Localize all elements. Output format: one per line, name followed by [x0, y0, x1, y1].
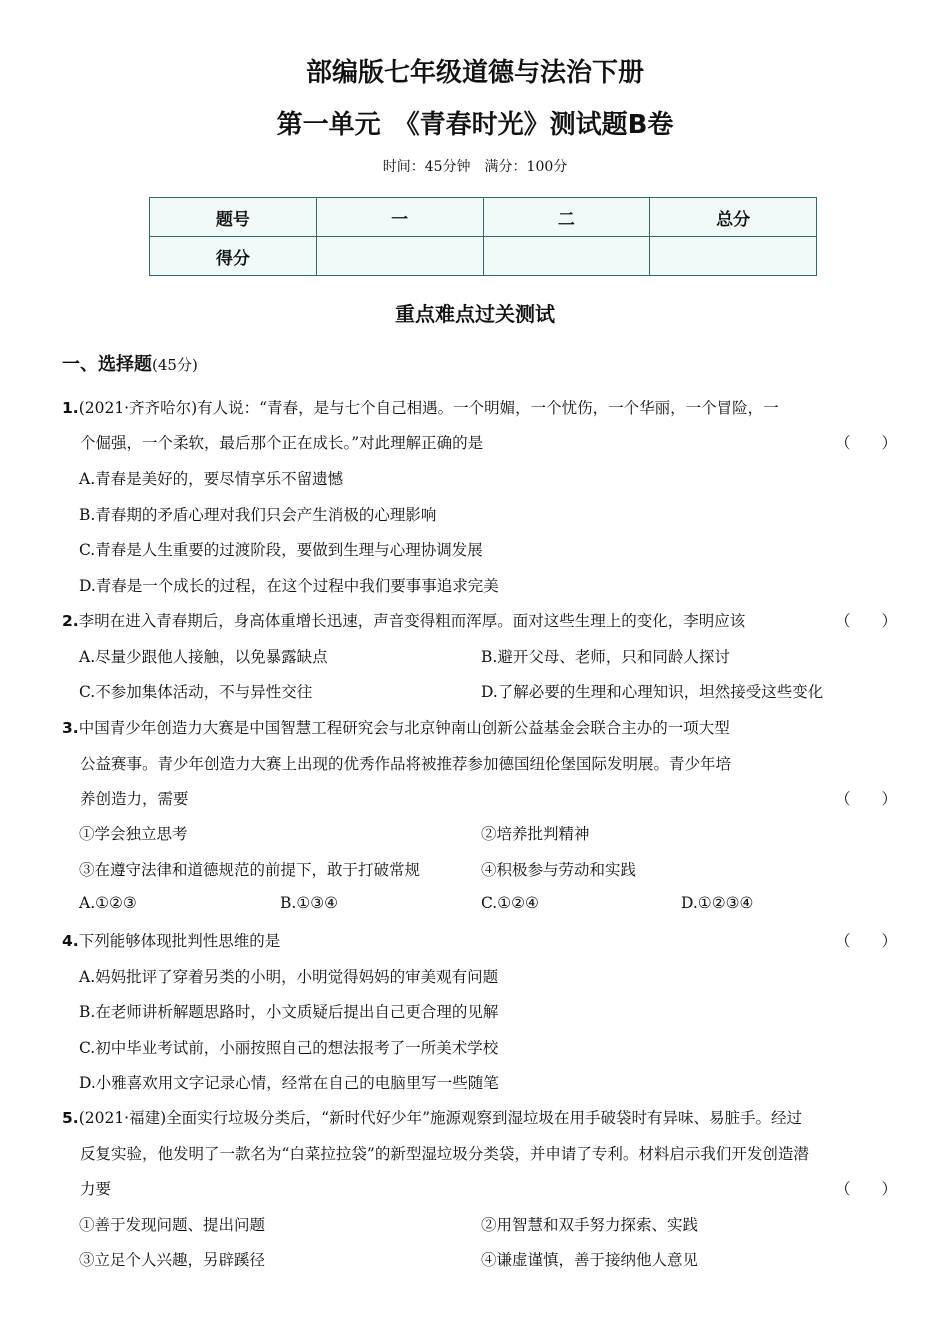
option: A.①②③	[79, 894, 137, 912]
option: D.①②③④	[681, 894, 754, 912]
option: B.①③④	[280, 894, 339, 912]
question-line: 公益赛事。青少年创造力大赛上出现的优秀作品将被推荐参加德国纽伦堡国际发明展。青少年培	[80, 755, 732, 773]
score-table-header-row	[150, 198, 817, 237]
score-cell: 题号	[150, 198, 317, 237]
option: D.小雅喜欢用文字记录心情，经常在自己的电脑里写一些随笔	[79, 1074, 499, 1092]
question-line: 3.中国青少年创造力大赛是中国智慧工程研究会与北京钟南山创新公益基金会联合主办的一项大型	[62, 719, 730, 737]
exam-meta: 时间：45分钟 满分：100分	[382, 159, 568, 175]
statement-item: ①善于发现问题、提出问题	[79, 1216, 266, 1234]
question-line: 个倔强，一个柔软，最后那个正在成长。”对此理解正确的是	[80, 434, 484, 452]
question-line: 反复实验，他发明了一款名为“白菜拉拉袋”的新型湿垃圾分类袋，并申请了专利。材料启示我们开发创造潜	[80, 1145, 809, 1163]
score-table-score-row	[150, 237, 817, 276]
statement-item: ②用智慧和双手努力探索、实践	[481, 1216, 699, 1234]
answer-blank: （ ）	[835, 434, 898, 452]
option: C.不参加集体活动，不与异性交往	[79, 683, 313, 701]
option: D.了解必要的生理和心理知识，坦然接受这些变化	[481, 683, 824, 701]
answer-blank: （ ）	[835, 612, 898, 630]
score-cell: 得分	[150, 237, 317, 276]
question-number: 2.	[62, 612, 79, 630]
part-label: 一、选择题	[62, 354, 152, 375]
answer-blank: （ ）	[835, 790, 898, 808]
statement-item: ③立足个人兴趣，另辟蹊径	[79, 1251, 266, 1269]
question-line: 养创造力，需要	[80, 790, 189, 808]
score-cell	[316, 237, 483, 276]
option: B.青春期的矛盾心理对我们只会产生消极的心理影响	[79, 506, 437, 524]
option: C.初中毕业考试前，小丽按照自己的想法报考了一所美术学校	[79, 1039, 499, 1057]
part-points: (45分)	[152, 356, 198, 374]
score-cell: 一	[316, 198, 483, 237]
score-table	[149, 197, 817, 276]
score-cell: 总分	[650, 198, 817, 237]
score-cell	[650, 237, 817, 276]
statement-item: ①学会独立思考	[79, 825, 188, 843]
question-line: 1.(2021·齐齐哈尔)有人说：“青春，是与七个自己相遇。一个明媚，一个忧伤，一个华丽，一个冒险，一	[62, 399, 779, 417]
option: B.避开父母、老师，只和同龄人探讨	[481, 648, 730, 666]
score-cell	[483, 237, 650, 276]
question-number: 1.	[62, 399, 79, 417]
option: D.青春是一个成长的过程，在这个过程中我们要事事追求完美	[79, 577, 499, 595]
option: A.妈妈批评了穿着另类的小明，小明觉得妈妈的审美观有问题	[79, 968, 499, 986]
statement-item: ③在遵守法律和道德规范的前提下，敢于打破常规	[79, 861, 421, 879]
question-number: 5.	[62, 1109, 79, 1127]
question-line: 5.(2021·福建)全面实行垃圾分类后，“新时代好少年”施源观察到湿垃圾在用手破袋时有异味、易脏手。经过	[62, 1109, 803, 1127]
question-number: 4.	[62, 932, 79, 950]
document-title: 部编版七年级道德与法治下册	[305, 58, 644, 88]
option: B.在老师讲析解题思路时，小文质疑后提出自己更合理的见解	[79, 1003, 499, 1021]
option: C.①②④	[481, 894, 539, 912]
part-heading	[62, 350, 198, 376]
option: A.青春是美好的，要尽情享乐不留遗憾	[79, 470, 344, 488]
question-line: 4.下列能够体现批判性思维的是	[62, 932, 281, 950]
option: C.青春是人生重要的过渡阶段，要做到生理与心理协调发展	[79, 541, 483, 559]
answer-blank: （ ）	[835, 1180, 898, 1198]
score-cell: 二	[483, 198, 650, 237]
question-line: 力要	[80, 1180, 112, 1198]
option: A.尽量少跟他人接触，以免暴露缺点	[79, 648, 328, 666]
statement-item: ④积极参与劳动和实践	[481, 861, 637, 879]
question-line: 2.李明在进入青春期后，身高体重增长迅速，声音变得粗而浑厚。面对这些生理上的变化，李明应该	[62, 612, 746, 630]
question-number: 3.	[62, 719, 79, 737]
statement-item: ②培养批判精神	[481, 825, 590, 843]
document-subtitle: 第一单元 《青春时光》测试题B卷	[276, 110, 674, 140]
section-heading: 重点难点过关测试	[395, 302, 555, 326]
statement-item: ④谦虚谨慎，善于接纳他人意见	[481, 1251, 699, 1269]
answer-blank: （ ）	[835, 932, 898, 950]
